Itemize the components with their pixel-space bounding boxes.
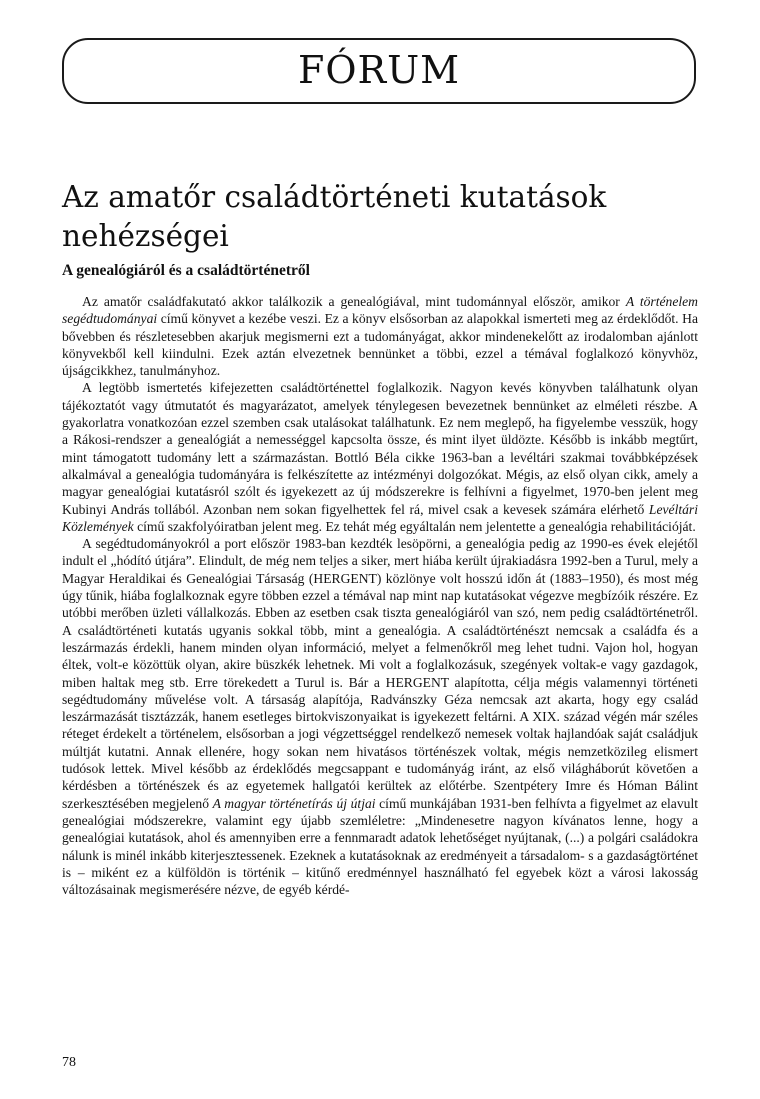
paragraph (62, 379, 698, 535)
italic-title-run: Levéltári Közlemények (62, 501, 698, 534)
text-run: A legtöbb ismertetés kifejezetten családtörténettel foglalkozik. Nagyon kevés könyvben találhatunk olyan tájékoztatót vagy útmutatót és magyarázatot, amelyek ténylegesen bevezetnek bennünket az elméleti részbe. A gyakorlatra vonatkozóan ezzel szemben csak utalásokat találhatunk. Ez nem meglepő, ha figyelembe vesszük, hogy a Rákosi-rendszer a genealógiát a nemességgel kapcsolta össze, és mint ilyet üldözte. Később is inkább megtűrt, mint támogatott tudomány lett a származástan. Bottló Béla cikke 1963-ban a levéltári szakmai továbbképzések alkalmával a genealógia tudományára is felkészítette az intézményi dolgozókat. Mégis, az első olyan cikk, amely a magyar genealógiai kutatásról szólt és igyekezett az új módszerekre is felhívni a figyelmet, 1970-ben jelent meg Kubinyi András tollából. Azonban nem sokan figyelhettek fel rá, mivel csak a kevesek számára elérhető (62, 380, 698, 517)
italic-title-run: A történelem segédtudományai (62, 294, 698, 327)
text-run: Az amatőr családfakutató akkor találkozik a genealógiával, mint tudománnyal először, amikor (82, 294, 626, 309)
article-body (62, 293, 698, 898)
section-title: FÓRUM (297, 48, 461, 92)
italic-title-run: A magyar történetírás új útjai (212, 795, 376, 811)
paragraph (62, 293, 698, 379)
text-run: A segédtudományokról a port először 1983-ban kezdték lesöpörni, a genealógia pedig az 1990-es évek elejétől indult el „hódító útjára”. Elindult, de még nem teljes a siker, mert hiába került újrakiadásra 1992-ben a Turul, mely a Magyar Heraldikai és Genealógiai Társaság (HERGENT) közlönye volt hosszú időn át (1883–1950), és most még úgy tűnik, hiába foglalkoznak egyre többen ezzel a témával nap mint nap kutatásokat végezve megbízóik részére. Ez utóbbi merőben üzleti vállalkozás. Ebben az esetben csak tiszta genealógiáról van szó, nem pedig családtörténetről. A családtörténeti kutatás ugyanis sokkal több, mint a genealógia. A családtörténészt nemcsak a családfa és a leszármazás érdekli, hanem minden olyan információ, melyet a felmenőkről meg lehet tudni. Vajon hol, hogyan éltek, volt-e közöttük olyan, akire büszkék lehetnek. Mi volt a foglalkozásuk, szegények voltak-e vagy gazdagok, miben haltak meg stb. Erre törekedett a Turul is. Bár a HERGENT alapította, célja mégis valamennyi történeti segédtudomány művelése volt. A társaság alapítója, Radvánszky Géza nemcsak azt akarta, hogy egy család leszármazását tisztázzák, hanem esetleges birtokviszonyaikat is igyekezett feltárni. A XIX. század végén már széles réteget érdekelt a történelem, elsősorban a jogi végzettséggel rendelkező nemesek voltak hajlandóak saját családjuk múltját kutatni. Annak ellenére, hogy sokan nem hivatásos történészek voltak, mégis nemzetközileg elismert tudósok lettek. Mivel később az érdeklődés megcsappant e tudományág iránt, az első világháborút követően a kérdésben a történészek és az egyetemek hallgatói kerültek az előtérbe. Szentpétery Imre és Hóman Bálint szerkesztésében megjelenő (62, 536, 698, 811)
page-number: 78 (62, 1055, 76, 1070)
text-run: című könyvet a kezébe veszi. Ez a könyv elsősorban az alapokkal ismerteti meg az érdeklődőt. Ha bővebben és részletesebben akarjuk megismerni ezt a tudományágat, akkor mindenekelőtt az irodalomban ajánlott könyvekből kell kiindulni. Ezek aztán elvezetnek bennünket a többi, ezzel a témával foglalkozó könyvhöz, újságcikkhez, tanulmányhoz. (62, 311, 698, 379)
section-banner (62, 38, 696, 104)
text-run: című szakfolyóiratban jelent meg. Ez tehát még egyáltalán nem jelentette a genealógia rehabilitációját. (133, 518, 696, 534)
text-run: című munkájában 1931-ben felhívta a figyelmet az elavult genealógiai módszerekre, valamint egy újabb szemléletre: „Mindenesetre nagyon kívánatos lenne, hogy a genealógiai kutatások, ahol és amennyiben erre a fennmaradt adatok lehetőséget nyújtanak, (...) a polgári családokra nálunk is minél inkább kiterjesztessenek. Ezeknek a kutatásoknak az eredményeit a társadalom- s a gazdaságtörténet is – miként ez a külföldön is történik – kitűnő eredménnyel használható fel egyebek közt a városi lakosság változásainak megismerésére nézve, de egyéb kérdé- (62, 795, 698, 898)
article-subtitle: A genealógiáról és a családtörténetről (62, 262, 310, 279)
article-title: Az amatőr családtörténeti kutatások nehézségei (62, 180, 607, 253)
paragraph (62, 535, 698, 898)
